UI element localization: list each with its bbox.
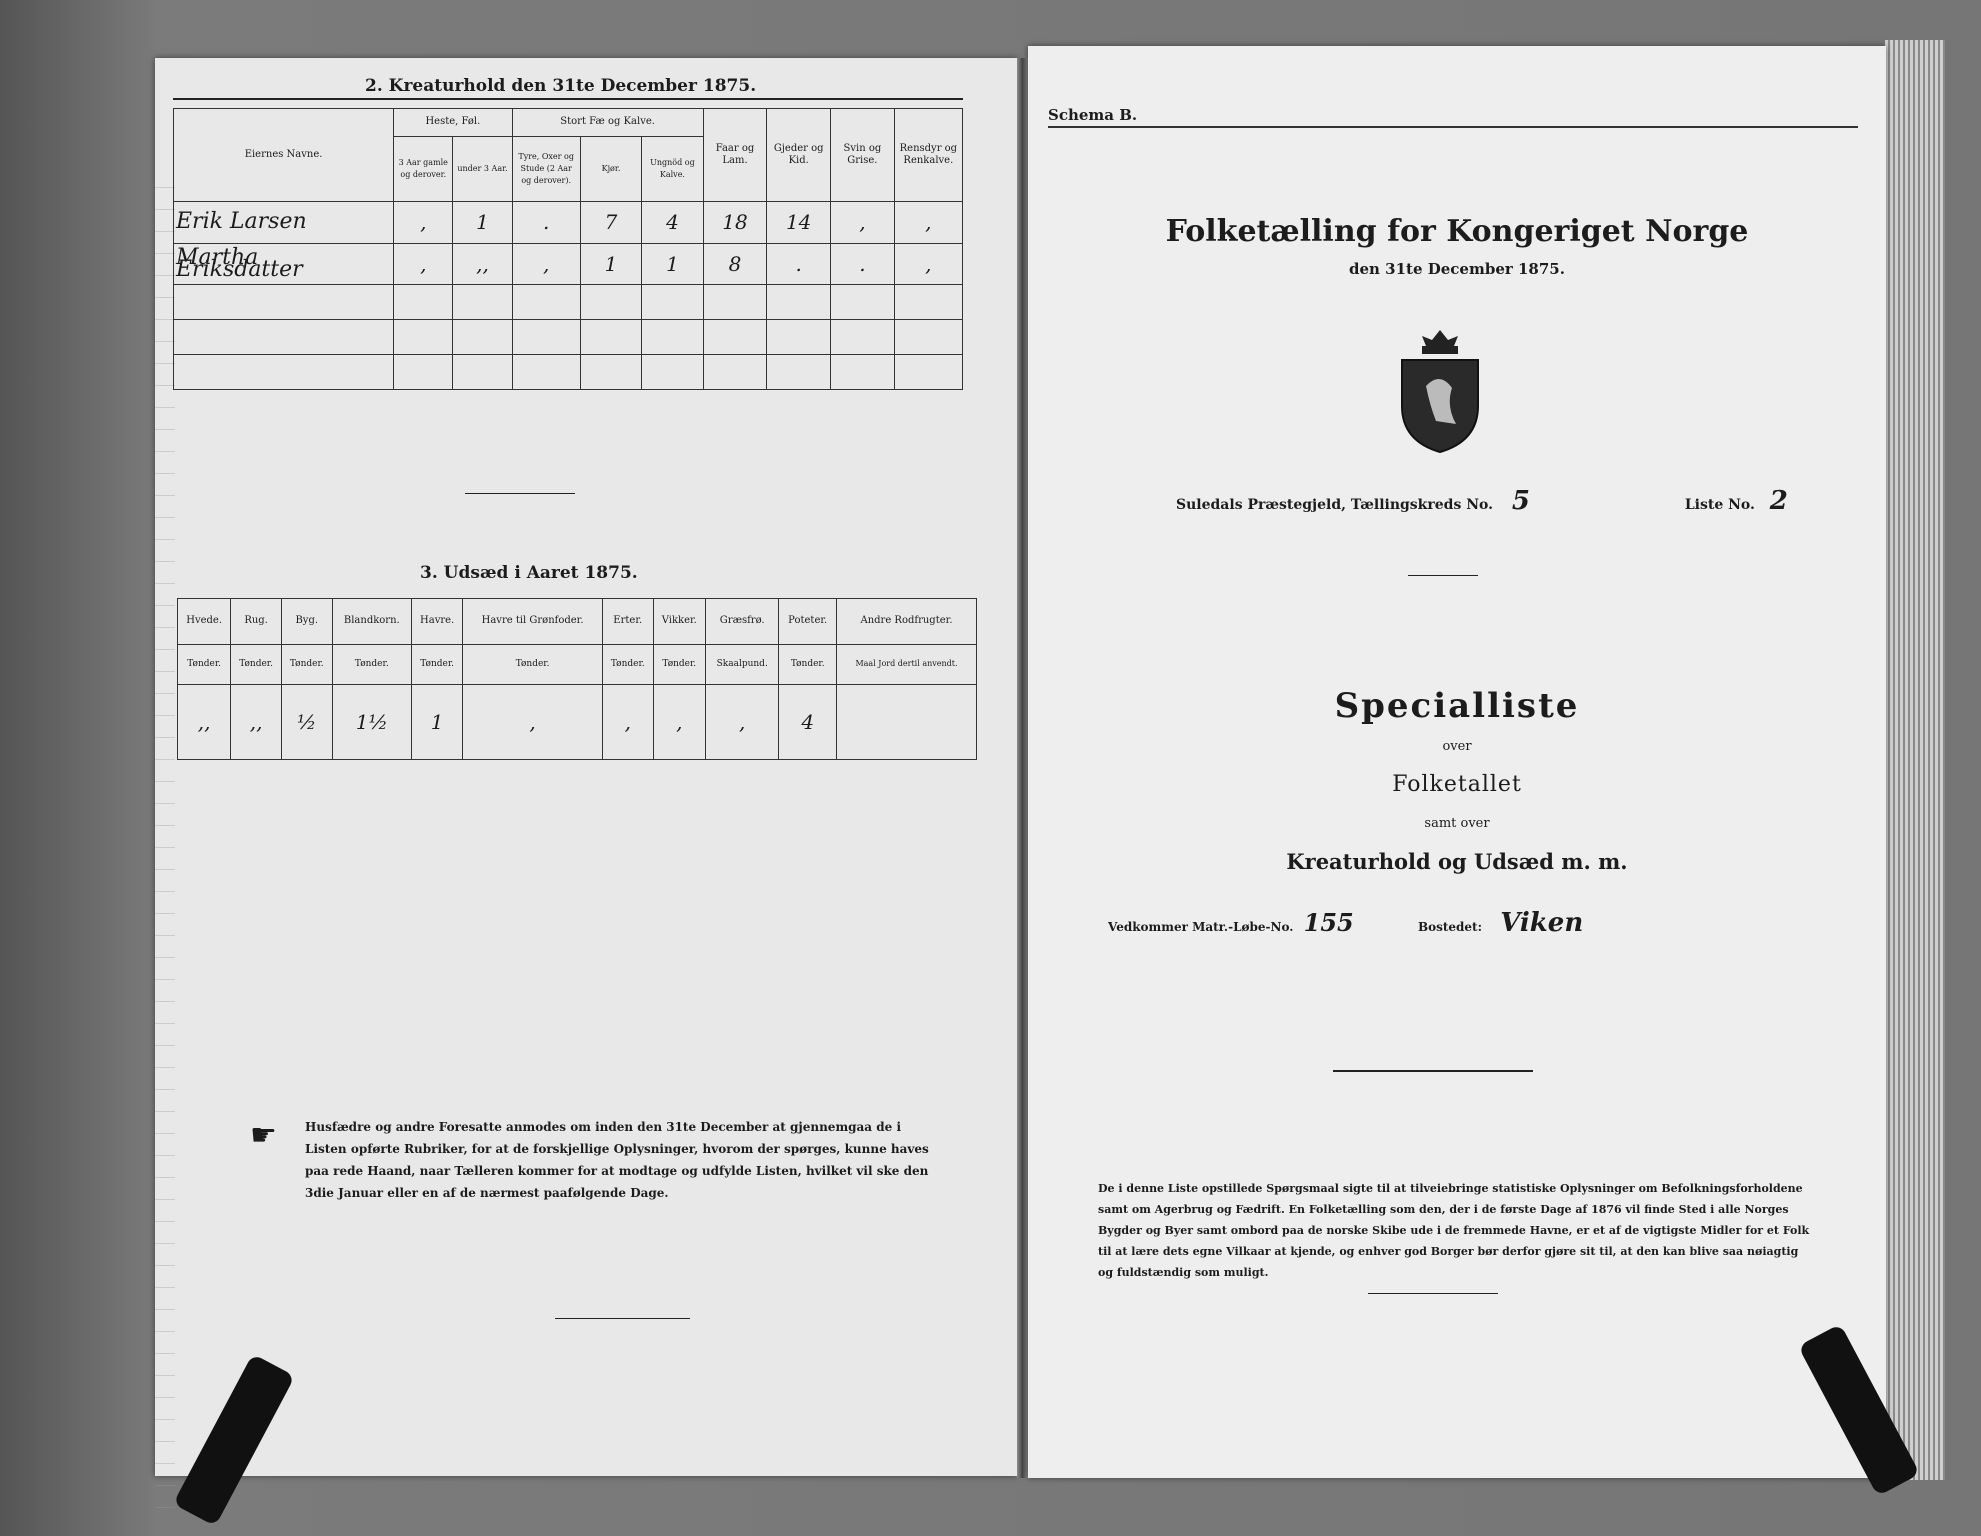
cell: , [894, 243, 962, 285]
left-page [155, 58, 1017, 1476]
schema-label: Schema B. [1048, 106, 1138, 124]
gjeder-header: Gjeder og Kid. [767, 109, 831, 202]
cell: ,, [453, 243, 512, 285]
document-title: Folketælling for Kongeriget Norge [1165, 214, 1749, 249]
cell: , [394, 201, 453, 243]
instruction-note: Husfædre og andre Foresatte anmodes om inden den 31te December at gjennemgaa de i Listen opførte Rubriker, for at de forskjellige Oplysninger, hvorom der spørges, kunne haves paa rede Haand, naar Tælleren kommer for at modtage og udfylde Listen, hvilket vil ske den 3die Januar eller en af de nærmest paafølgende Dage. [305, 1120, 929, 1200]
heste-header: Heste, Føl. [394, 109, 512, 137]
table-row [174, 355, 963, 390]
cell: 4 [642, 201, 703, 243]
matr-number: 155 [1303, 908, 1354, 937]
cell: , [706, 684, 779, 759]
cell: 18 [703, 201, 767, 243]
margin-ruling [155, 178, 175, 1508]
tyre-header: Tyre, Oxer og Stude (2 Aar og derover). [512, 136, 580, 201]
specialliste-heading: Specialliste [1334, 686, 1580, 726]
top-rule [1048, 126, 1858, 128]
cell: . [767, 243, 831, 285]
cell: 1 [642, 243, 703, 285]
right-page [1028, 46, 1886, 1478]
matr-label: Vedkommer Matr.-Løbe-No. [1108, 920, 1294, 934]
unit-header: Maal Jord dertil anvendt. [836, 644, 976, 684]
seed-table [177, 598, 977, 760]
folketallet-text: Folketallet [1392, 772, 1522, 797]
bostedet-value: Viken [1500, 908, 1584, 938]
cell: ,, [178, 684, 231, 759]
liste-number: 2 [1769, 486, 1788, 516]
divider [1368, 1293, 1498, 1294]
unit-header: Tønder. [231, 644, 282, 684]
cell: , [463, 684, 603, 759]
cell: 14 [767, 201, 831, 243]
unit-header: Tønder. [178, 644, 231, 684]
property-line [1108, 908, 1583, 938]
owner-name: Erik Larsen [174, 201, 394, 243]
table-row [174, 243, 963, 285]
cell: , [602, 684, 653, 759]
crop-header: Erter. [602, 599, 653, 645]
book-spine [1017, 58, 1028, 1478]
cell: 7 [580, 201, 641, 243]
title-rule [173, 98, 963, 100]
unit-header: Tønder. [602, 644, 653, 684]
unit-header: Tønder. [332, 644, 411, 684]
cell: , [831, 201, 895, 243]
kreaturhold-text: Kreaturhold og Udsæd m. m. [1286, 849, 1628, 874]
unit-header: Tønder. [281, 644, 332, 684]
coat-of-arms-icon [1396, 326, 1484, 456]
faar-header: Faar og Lam. [703, 109, 767, 202]
crop-header: Havre. [412, 599, 463, 645]
cell: 1 [453, 201, 512, 243]
cell: , [512, 243, 580, 285]
divider [555, 1318, 690, 1319]
svin-header: Svin og Grise. [831, 109, 895, 202]
crop-header: Poteter. [779, 599, 837, 645]
ungnod-header: Ungnöd og Kalve. [642, 136, 703, 201]
table-row [174, 201, 963, 243]
cell: , [894, 201, 962, 243]
section2-title: 2. Kreaturhold den 31te December 1875. [365, 76, 757, 96]
cell: . [512, 201, 580, 243]
bostedet-label: Bostedet: [1417, 920, 1483, 934]
cell: 1 [412, 684, 463, 759]
cell: 4 [779, 684, 837, 759]
document-date: den 31te December 1875. [1349, 260, 1565, 278]
section3-title: 3. Udsæd i Aaret 1875. [420, 563, 638, 583]
unit-header: Tønder. [412, 644, 463, 684]
purpose-text: De i denne Liste opstillede Spørgsmaal sigte til at tilveiebringe statistiske Oplysninger om Befolkningsforholdene samt om Agerbrug og Fædrift. En Folketælling som den, der i de første Dage af 1876 vil finde Sted i alle Norges Bygder og Byer samt ombord paa de norske Skibe ude i de fremmede Havne, er et af de vigtigste Midler for et Folk til at lære dets egne Vilkaar at kjende, og enhver god Borger bør derfor gjøre sit til, at den kan blive saa nøiagtig og fuldstændig som muligt. [1098, 1182, 1810, 1279]
crop-header: Blandkorn. [332, 599, 411, 645]
divider [1408, 575, 1478, 576]
stortfae-header: Stort Fæ og Kalve. [512, 109, 703, 137]
crop-header: Hvede. [178, 599, 231, 645]
cell: ,, [231, 684, 282, 759]
unit-header: Tønder. [463, 644, 603, 684]
unit-header: Tønder. [653, 644, 705, 684]
owner-name: Martha Eriksdatter [174, 243, 394, 285]
district-line [1176, 486, 1788, 516]
table-row [174, 285, 963, 320]
cell: 8 [703, 243, 767, 285]
kreds-number: 5 [1511, 486, 1530, 516]
crop-header: Havre til Grønfoder. [463, 599, 603, 645]
crop-header: Byg. [281, 599, 332, 645]
cell: 1 [580, 243, 641, 285]
kjor-header: Kjør. [580, 136, 641, 201]
crop-header: Vikker. [653, 599, 705, 645]
prestegjeld-label: Suledals Præstegjeld, [1176, 497, 1347, 513]
crop-header: Græsfrø. [706, 599, 779, 645]
livestock-table [173, 108, 963, 390]
cell: 1½ [332, 684, 411, 759]
divider [465, 493, 575, 494]
kreds-label: Tællingskreds No. [1350, 497, 1493, 513]
cell: . [831, 243, 895, 285]
page-edges [1885, 40, 1945, 1480]
pointing-hand-icon: ☛ [250, 1118, 277, 1153]
liste-label: Liste No. [1684, 497, 1755, 513]
samt-over-text: samt over [1424, 816, 1490, 831]
cell: ½ [281, 684, 332, 759]
over-text: over [1442, 739, 1472, 754]
unit-header: Tønder. [779, 644, 837, 684]
unit-header: Skaalpund. [706, 644, 779, 684]
crop-header: Rug. [231, 599, 282, 645]
heste-young-header: under 3 Aar. [453, 136, 512, 201]
cell: , [394, 243, 453, 285]
cell: , [653, 684, 705, 759]
table-row [178, 684, 977, 759]
cell [836, 684, 976, 759]
heste-old-header: 3 Aar gamle og derover. [394, 136, 453, 201]
rensdyr-header: Rensdyr og Renkalve. [894, 109, 962, 202]
divider [1333, 1070, 1533, 1072]
table-row [174, 320, 963, 355]
crop-header: Andre Rodfrugter. [836, 599, 976, 645]
owner-header: Eiernes Navne. [174, 109, 394, 202]
